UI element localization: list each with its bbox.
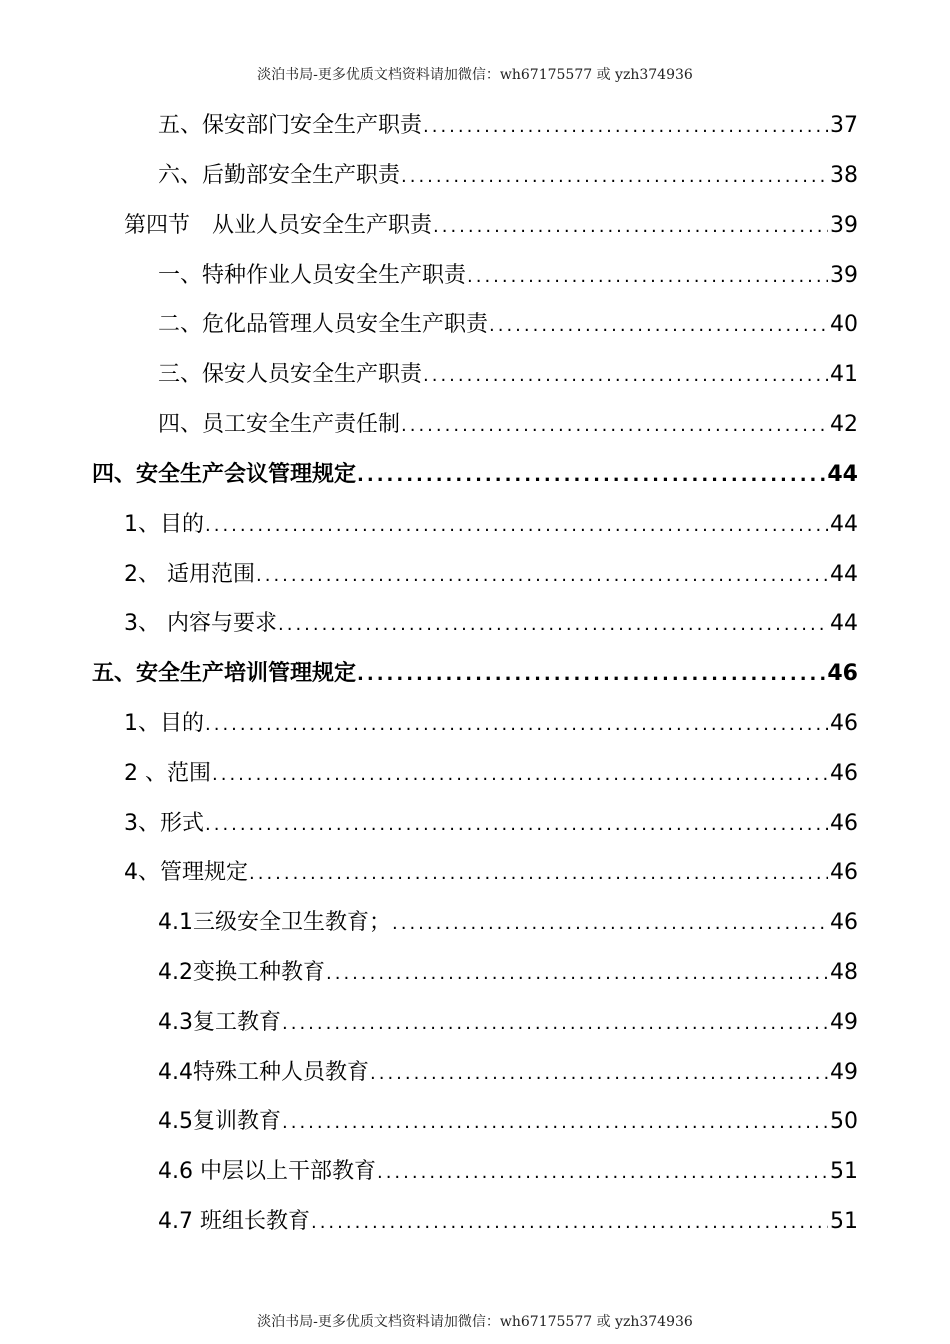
toc-entry-page: 46 — [830, 811, 858, 836]
toc-entry-page: 40 — [830, 312, 858, 337]
toc-entry-page: 44 — [827, 462, 858, 487]
toc-leader-dots — [423, 356, 828, 396]
toc-leader-dots — [205, 805, 828, 845]
toc-entry-label: 4、管理规定 — [124, 860, 248, 885]
toc-entry-page: 50 — [830, 1109, 858, 1134]
toc-entry-label: 五、保安部门安全生产职责 — [158, 113, 423, 138]
toc-entry-page: 51 — [830, 1159, 858, 1184]
toc-entry-page: 44 — [830, 611, 858, 636]
toc-entry-page: 44 — [830, 562, 858, 587]
toc-entry[interactable] — [124, 704, 858, 744]
toc-entry[interactable] — [158, 1102, 858, 1142]
toc-entry-page: 46 — [830, 761, 858, 786]
toc-entry[interactable] — [158, 156, 858, 196]
toc-entry-label: 1、目的 — [124, 711, 204, 736]
toc-entry[interactable] — [124, 604, 858, 644]
toc-entry-label: 4.1三级安全卫生教育； — [158, 910, 391, 935]
toc-entry-label: 4.2变换工种教育 — [158, 960, 325, 985]
toc-entry-label: 一、特种作业人员安全生产职责 — [158, 263, 467, 288]
watermark-header: 淡泊书局-更多优质文档资料请加微信：wh67175577 或 yzh374936 — [257, 67, 693, 83]
toc-leader-dots — [326, 954, 828, 994]
toc-entry-label: 4.3复工教育 — [158, 1010, 281, 1035]
toc-entry-label: 三、保安人员安全生产职责 — [158, 362, 423, 387]
toc-entry[interactable] — [158, 256, 858, 296]
toc-leader-dots — [357, 456, 825, 496]
toc-entry-label: 四、安全生产会议管理规定 — [92, 462, 357, 487]
toc-leader-dots — [423, 107, 828, 147]
toc-entry-label: 3、形式 — [124, 811, 204, 836]
toc-entry-page: 46 — [830, 711, 858, 736]
toc-entry-label: 第四节 从业人员安全生产职责 — [124, 213, 433, 238]
toc-entry-page: 39 — [830, 213, 858, 238]
toc-leader-dots — [467, 257, 828, 297]
toc-entry[interactable] — [158, 1202, 858, 1242]
toc-entry-label: 1、目的 — [124, 512, 204, 537]
toc-entry[interactable] — [124, 555, 858, 595]
toc-entry-page: 49 — [830, 1060, 858, 1085]
toc-entry[interactable] — [124, 505, 858, 545]
toc-entry-page: 46 — [830, 910, 858, 935]
toc-leader-dots — [392, 904, 828, 944]
toc-entry[interactable] — [158, 305, 858, 345]
toc-entry-page: 39 — [830, 263, 858, 288]
toc-entry[interactable] — [124, 804, 858, 844]
toc-leader-dots — [433, 207, 828, 247]
toc-leader-dots — [212, 755, 828, 795]
toc-leader-dots — [370, 1054, 828, 1094]
toc-entry[interactable] — [158, 1053, 858, 1093]
toc-leader-dots — [489, 306, 828, 346]
toc-leader-dots — [256, 556, 828, 596]
toc-entry[interactable] — [124, 853, 858, 893]
toc-entry-label: 六、后勤部安全生产职责 — [158, 163, 401, 188]
toc-entry-page: 41 — [830, 362, 858, 387]
toc-entry-label: 2、 适用范围 — [124, 562, 255, 587]
toc-entry-label: 五、安全生产培训管理规定 — [92, 661, 357, 686]
toc-leader-dots — [249, 854, 828, 894]
toc-entry-page: 44 — [830, 512, 858, 537]
toc-leader-dots — [401, 406, 828, 446]
toc-entry[interactable] — [124, 206, 858, 246]
toc-entry-chapter[interactable] — [92, 455, 858, 495]
toc-leader-dots — [278, 605, 828, 645]
toc-entry-label: 3、 内容与要求 — [124, 611, 277, 636]
toc-entry[interactable] — [124, 754, 858, 794]
toc-entry-page: 46 — [827, 661, 858, 686]
toc-entry[interactable] — [158, 355, 858, 395]
toc-entry-label: 四、员工安全生产责任制 — [158, 412, 401, 437]
toc-leader-dots — [377, 1153, 828, 1193]
toc-entry[interactable] — [158, 903, 858, 943]
toc-entry-label: 4.6 中层以上干部教育 — [158, 1159, 376, 1184]
toc-entry-page: 48 — [830, 960, 858, 985]
watermark-footer: 淡泊书局-更多优质文档资料请加微信：wh67175577 或 yzh374936 — [257, 1314, 693, 1330]
toc-leader-dots — [205, 705, 828, 745]
toc-entry-page: 38 — [830, 163, 858, 188]
toc-entry-page: 42 — [830, 412, 858, 437]
toc-entry[interactable] — [158, 953, 858, 993]
toc-entry-label: 4.7 班组长教育 — [158, 1209, 310, 1234]
toc-leader-dots — [282, 1004, 828, 1044]
toc-entry[interactable] — [158, 1152, 858, 1192]
toc-leader-dots — [311, 1203, 828, 1243]
toc-entry-chapter[interactable] — [92, 654, 858, 694]
toc-entry-label: 4.4特殊工种人员教育 — [158, 1060, 369, 1085]
toc-entry-page: 46 — [830, 860, 858, 885]
toc-entry-page: 37 — [830, 113, 858, 138]
toc-entry-label: 4.5复训教育 — [158, 1109, 281, 1134]
toc-leader-dots — [205, 506, 828, 546]
toc-entry-label: 2 、范围 — [124, 761, 211, 786]
toc-leader-dots — [401, 157, 828, 197]
toc-leader-dots — [282, 1103, 828, 1143]
toc-leader-dots — [357, 655, 825, 695]
toc-entry-label: 二、危化品管理人员安全生产职责 — [158, 312, 489, 337]
toc-entry-page: 51 — [830, 1209, 858, 1234]
toc-entry-page: 49 — [830, 1010, 858, 1035]
toc-entry[interactable] — [158, 106, 858, 146]
toc-entry[interactable] — [158, 405, 858, 445]
toc-entry[interactable] — [158, 1003, 858, 1043]
